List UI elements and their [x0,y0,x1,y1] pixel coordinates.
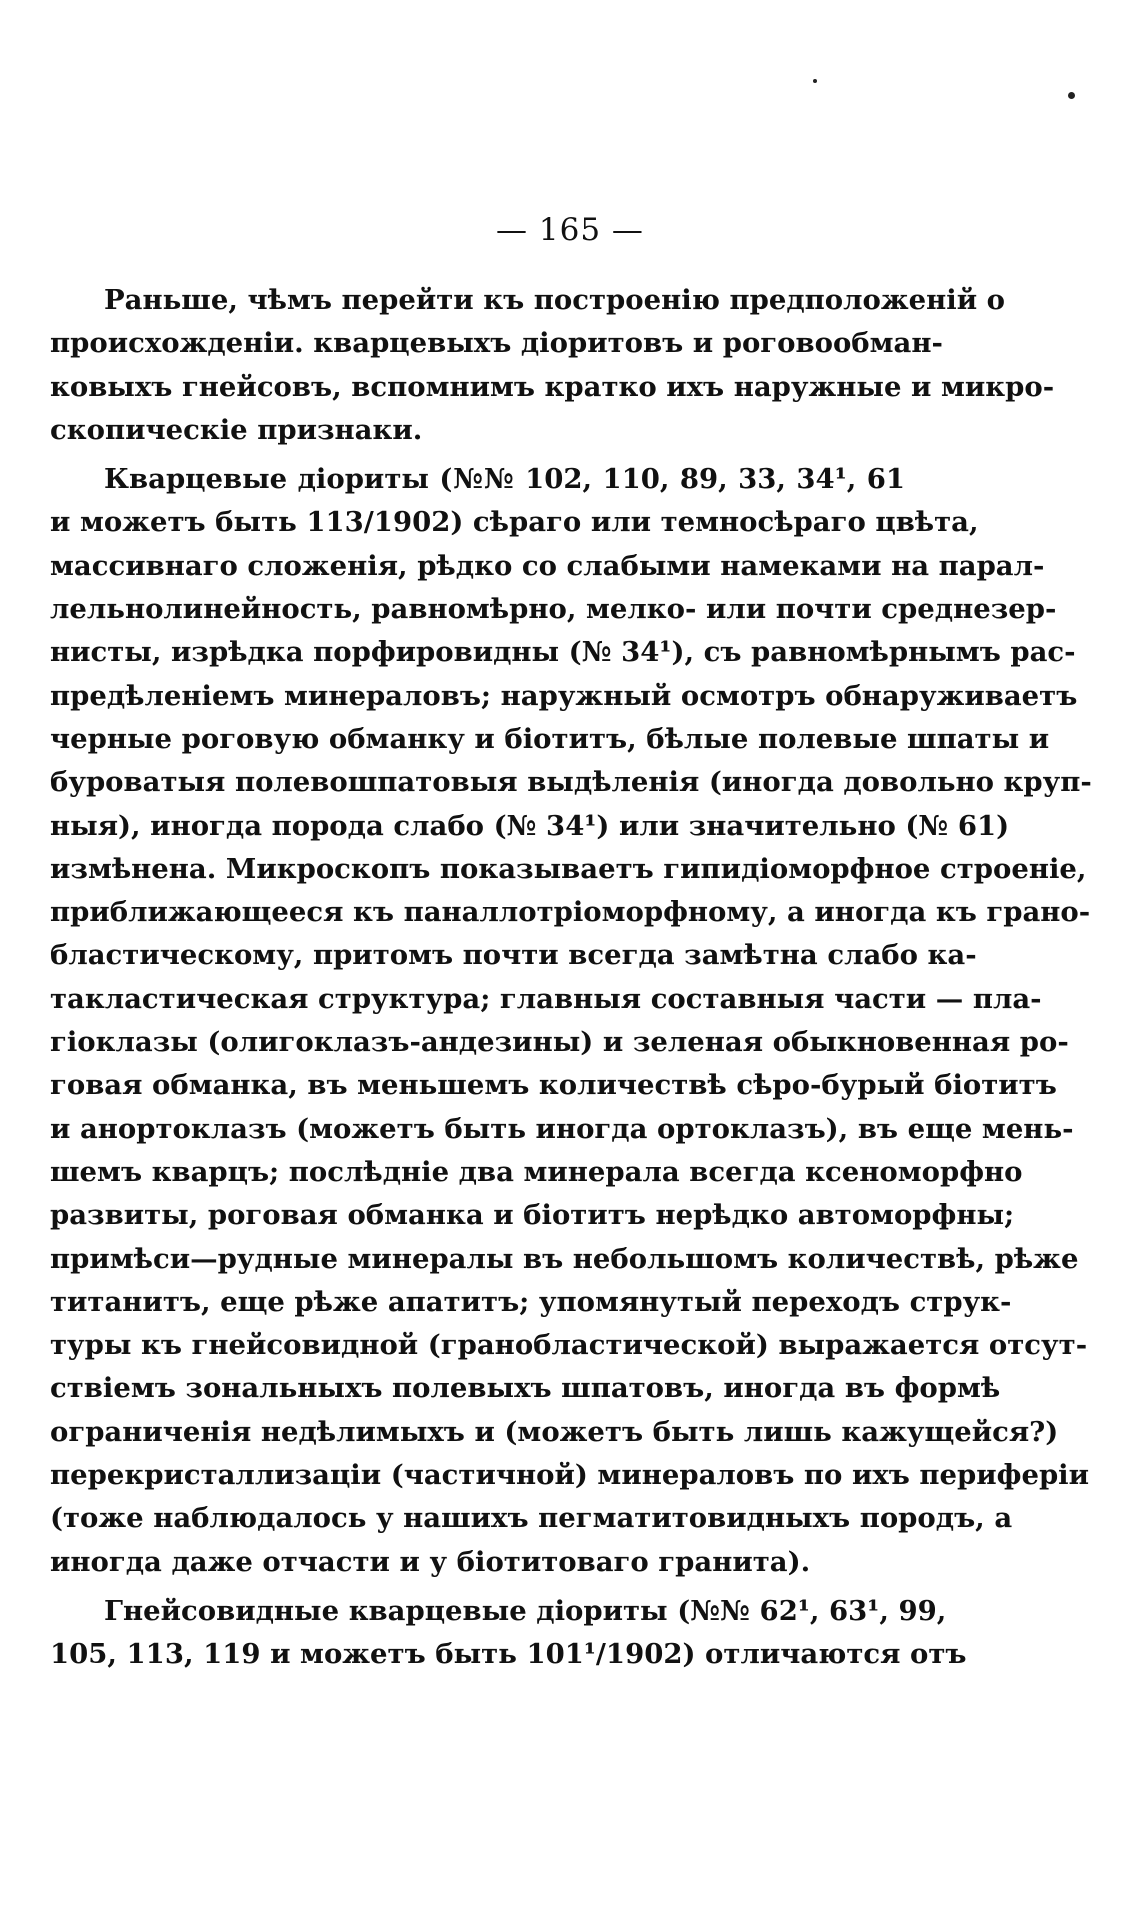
text-line: перекристаллизаціи (частичной) минераловъ по ихъ периферіи [50,1459,1090,1492]
text-line: ствіемъ зональныхъ полевыхъ шпатовъ, иногда въ формѣ [50,1372,1001,1405]
text-line: Раньше, чѣмъ перейти къ построенію предположеній о [104,284,1006,316]
text-line: буроватыя полевошпатовыя выдѣленія (иногда довольно круп- [50,766,1092,799]
text-line: ныя), иногда порода слабо (№ 34¹) или значительно (№ 61) [50,809,1010,842]
text-line: и можетъ быть 113/1902) сѣраго или темносѣраго цвѣта, [50,506,979,539]
text-line: происхожденіи. кварцевыхъ діоритовъ и роговообман- [50,327,943,360]
text-line: скопическіе признаки. [50,413,423,446]
text-line: ковыхъ гнейсовъ, вспомнимъ кратко ихъ наружные и микро- [50,370,1055,403]
page-number: — 165 — [496,212,644,248]
text-line: нисты, изрѣдка порфировидны (№ 34¹), съ равномѣрнымъ рас- [50,636,1076,669]
text-line: и анортоклазъ (можетъ быть иногда ортоклазъ), въ еще мень- [50,1112,1074,1145]
text-line: примѣси—рудные минералы въ небольшомъ количествѣ, рѣже [50,1242,1079,1275]
text-line: черные роговую обманку и біотитъ, бѣлые полевые шпаты и [50,722,1050,755]
body-text [50,279,1092,1677]
text-line: массивнаго сложенія, рѣдко со слабыми намеками на парал- [50,549,1045,582]
text-line: говая обманка, въ меньшемъ количествѣ сѣро-бурый біотитъ [50,1069,1057,1102]
page-speck [1068,92,1075,99]
text-line: лельнолинейность, равномѣрно, мелко- или почти среднезер- [50,593,1057,626]
text-line: развиты, роговая обманка и біотитъ нерѣдко автоморфны; [50,1199,1015,1232]
text-line: ограниченія недѣлимыхъ и (можетъ быть лишь кажущейся?) [50,1415,1059,1448]
paragraph [50,458,1092,1584]
text-line: Гнейсовидные кварцевые діориты (№№ 62¹, 63¹, 99, [104,1594,947,1627]
page-speck [813,79,817,83]
text-line: гіоклазы (олигоклазъ-андезины) и зеленая обыкновенная ро- [50,1026,1069,1059]
text-line: (тоже наблюдалось у нашихъ пегматитовидныхъ породъ, а [50,1502,1013,1535]
text-line: 105, 113, 119 и можетъ быть 101¹/1902) отличаются отъ [50,1638,967,1671]
text-line: иногда даже отчасти и у біотитоваго гранита). [50,1545,811,1578]
text-line: титанитъ, еще рѣже апатитъ; упомянутый переходъ струк- [50,1285,1012,1318]
text-line: приближающееся къ паналлотріоморфному, а иногда къ грано- [50,896,1091,929]
paragraph [50,279,1055,452]
text-line: туры къ гнейсовидной (гранобластической) выражается отсут- [50,1329,1088,1362]
text-line: измѣнена. Микроскопъ показываетъ гипидіоморфное строеніе, [50,852,1087,885]
text-line: бластическому, притомъ почти всегда замѣтна слабо ка- [50,939,977,972]
text-line: шемъ кварцъ; послѣдніе два минерала всегда ксеноморфно [50,1155,1023,1188]
text-line: предѣленіемъ минераловъ; наружный осмотръ обнаруживаетъ [50,679,1078,712]
text-line: такластическая структура; главныя составныя части — пла- [50,982,1042,1015]
text-line: Кварцевые діориты (№№ 102, 110, 89, 33, 34¹, 61 [104,463,905,496]
paragraph [50,1590,967,1677]
